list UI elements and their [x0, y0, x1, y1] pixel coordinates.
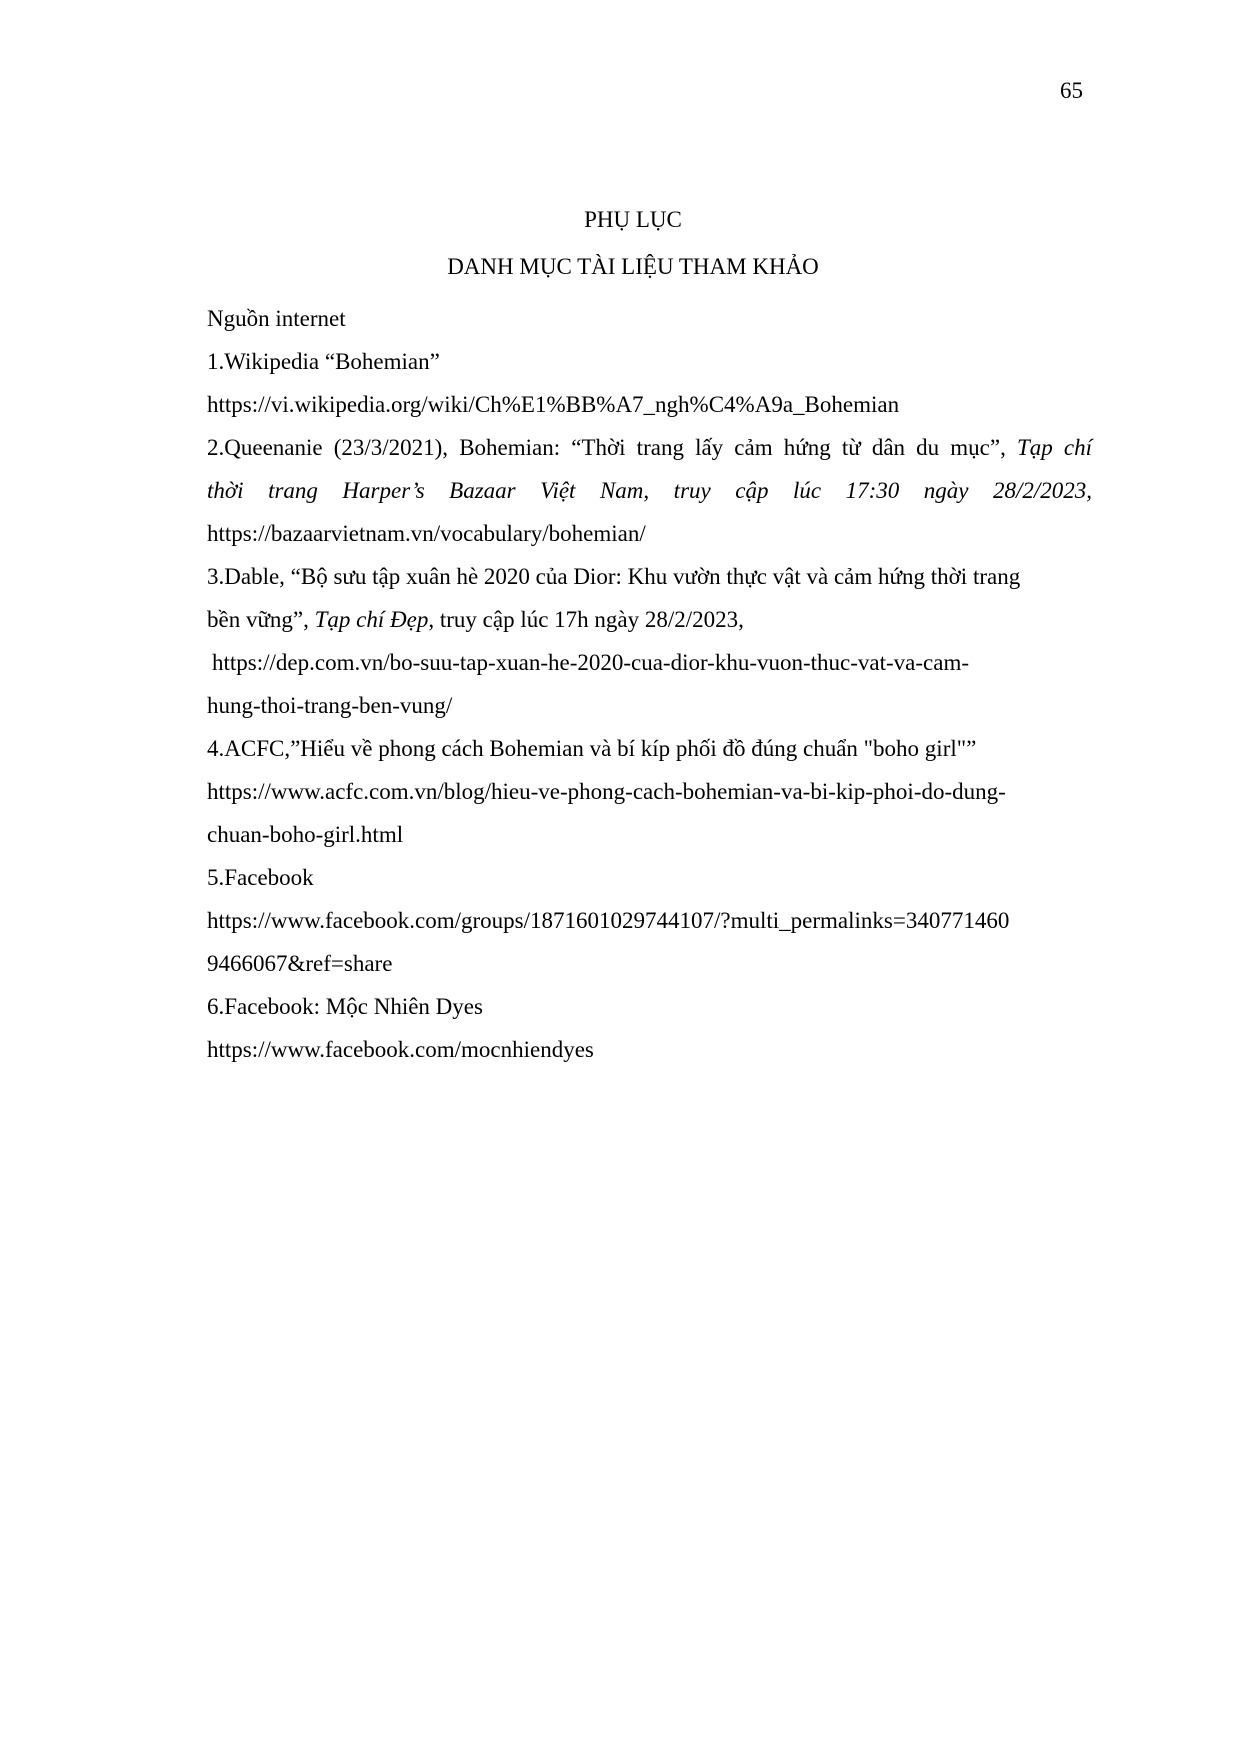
reference-4-url-line-2[interactable]: chuan-boho-girl.html — [207, 822, 404, 847]
reference-3-source-italic: Tạp chí Đẹp — [314, 607, 429, 632]
reference-6-url[interactable]: https://www.facebook.com/mocnhiendyes — [207, 1037, 594, 1062]
reference-5-url-line-1[interactable]: https://www.facebook.com/groups/1871601029744107/?multi_permalinks=340771460 — [207, 908, 1010, 933]
reference-3-url-line-2[interactable]: hung-thoi-trang-ben-vung/ — [207, 693, 453, 718]
reference-3-line-1: 3.Dable, “Bộ sưu tập xuân hè 2020 của Dior: Khu vườn thực vật và cảm hứng thời trang — [207, 564, 1021, 589]
page-number: 65 — [1060, 78, 1083, 103]
reference-2-url[interactable]: https://bazaarvietnam.vn/vocabulary/bohemian/ — [207, 521, 646, 546]
reference-2-source-italic: Tạp chí — [1016, 435, 1092, 460]
reference-6-title: 6.Facebook: Mộc Nhiên Dyes — [207, 994, 483, 1019]
reference-1-url[interactable]: https://vi.wikipedia.org/wiki/Ch%E1%BB%A7_ngh%C4%A9a_Bohemian — [207, 392, 900, 417]
reference-3-pre: bền vững”, — [207, 607, 315, 632]
reference-4-title: 4.ACFC,”Hiểu về phong cách Bohemian và bí kíp phối đồ đúng chuẩn "boho girl"” — [207, 736, 977, 761]
reference-2-line-2 — [207, 469, 1092, 512]
reference-3-post: , truy cập lúc 17h ngày 28/2/2023, — [428, 607, 744, 632]
appendix-title: PHỤ LỤC — [584, 207, 682, 232]
references-title: DANH MỤC TÀI LIỆU THAM KHẢO — [447, 254, 819, 279]
reference-2-source-italic-cont: thời trang Harper’s Bazaar Việt Nam, truy cập lúc 17:30 ngày 28/2/2023, — [207, 478, 1092, 503]
reference-3-line-2 — [207, 598, 1092, 641]
reference-2-prefix: 2.Queenanie (23/3/2021), Bohemian: “Thời trang lấy cảm hứng từ dân du mục”, — [207, 435, 1017, 460]
reference-4-url-line-1[interactable]: https://www.acfc.com.vn/blog/hieu-ve-phong-cach-bohemian-va-bi-kip-phoi-do-dung- — [207, 779, 1006, 804]
reference-5-title: 5.Facebook — [207, 865, 314, 890]
reference-1-title: 1.Wikipedia “Bohemian” — [207, 349, 440, 374]
reference-3-url-line-1[interactable]: https://dep.com.vn/bo-suu-tap-xuan-he-2020-cua-dior-khu-vuon-thuc-vat-va-cam- — [212, 650, 970, 675]
reference-list — [207, 297, 1092, 1071]
reference-5-url-line-2[interactable]: 9466067&ref=share — [207, 951, 393, 976]
reference-2-line-1 — [207, 426, 1092, 469]
section-label: Nguồn internet — [207, 306, 346, 331]
